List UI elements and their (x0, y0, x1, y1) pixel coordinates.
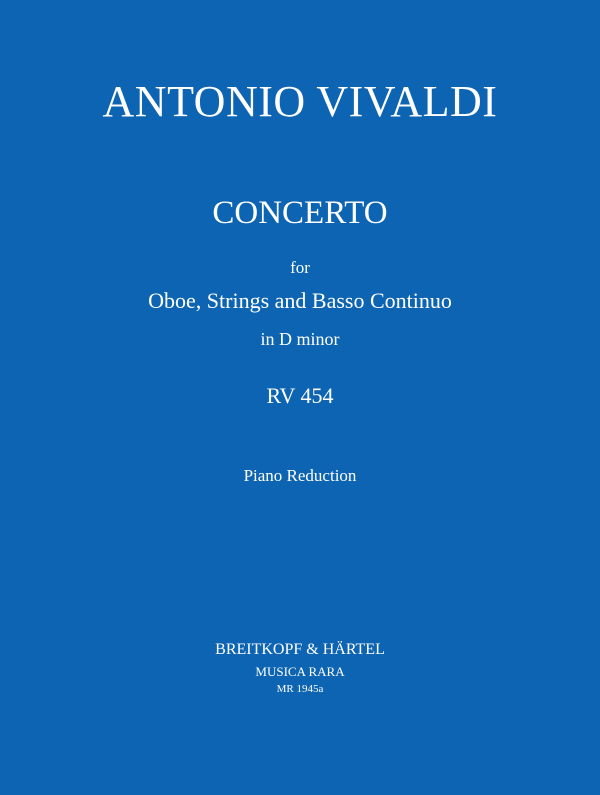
key-signature: in D minor (260, 329, 340, 349)
publisher-name: BREITKOPF & HÄRTEL (215, 641, 385, 658)
work-title: CONCERTO (212, 195, 388, 231)
instrumentation: Oboe, Strings and Basso Continuo (148, 288, 452, 313)
edition-type: Piano Reduction (243, 466, 357, 485)
for-line: for (290, 258, 310, 277)
composer-name: ANTONIO VIVALDI (102, 77, 498, 126)
publisher-imprint: MUSICA RARA (255, 664, 345, 679)
catalog-number: RV 454 (266, 383, 334, 408)
edition-number: MR 1945a (276, 683, 324, 695)
